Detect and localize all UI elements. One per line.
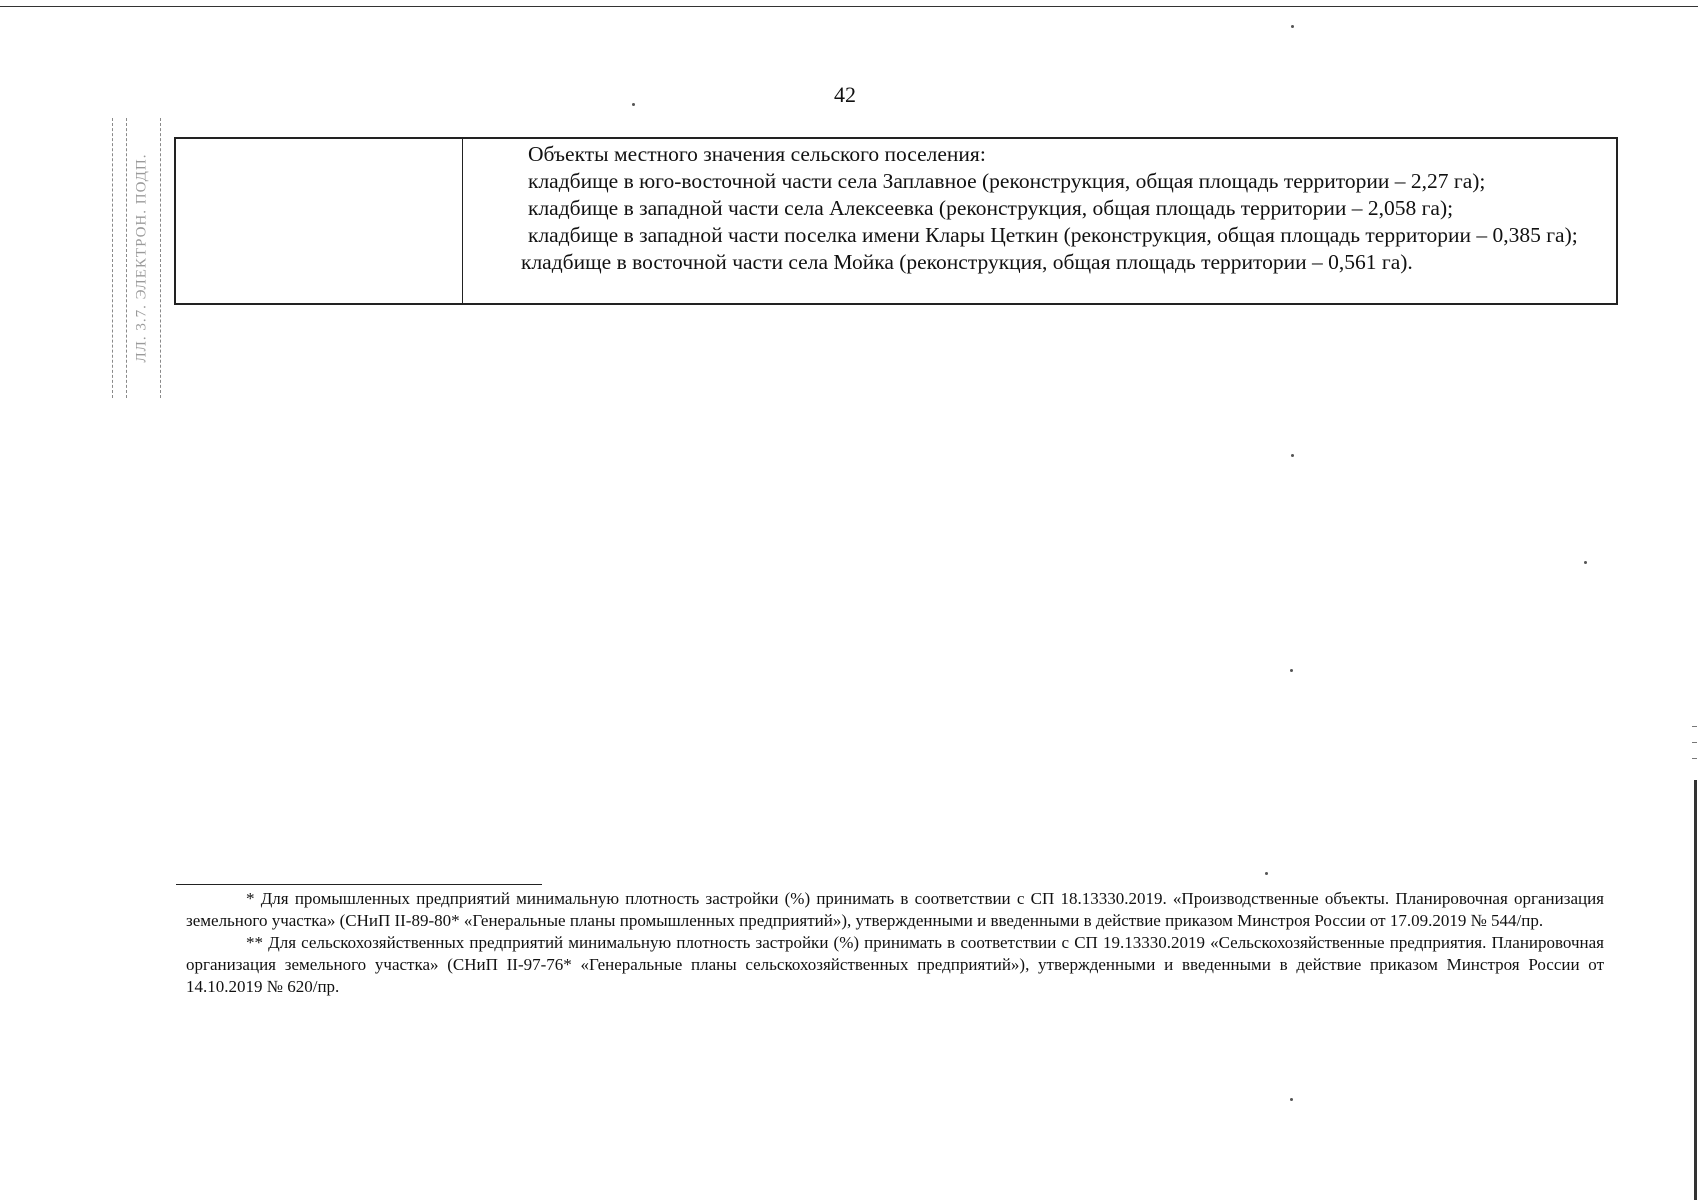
stamp-line [126,118,127,398]
right-edge-line [1694,780,1697,1200]
stamp-text: ЛЛ. 3.7. ЭЛЕКТРОН. ПОДП. [133,153,150,363]
scan-speck [1291,454,1294,457]
scan-speck [1291,25,1294,28]
footnote-2: ** Для сельскохозяйственных предприятий минимальную плотность застройки (%) принимать в соответствии с СП 19.13330.2019 «Сельскохозяйственные предприятия. Планировочная организация земельного участка» (СНиП II-97-76* «Генеральные планы сельскохозяйственных предприятий»), утвержденными и введенными в действие приказом Минстроя России от 14.10.2019 № 620/пр. [186,933,1604,996]
table-paragraph: кладбище в западной части села Алексеевка (реконструкция, общая площадь территории – 2,058 га); [528,196,1454,220]
edge-mark [1692,726,1697,727]
scan-speck [632,103,635,106]
footnote-separator [176,884,542,885]
table-paragraph-heading: Объекты местного значения сельского поселения: [528,142,986,166]
scan-speck [1290,1098,1293,1101]
table-paragraph: кладбище в западной части поселка имени Клары Цеткин (реконструкция, общая площадь территории – 0,385 га); [528,223,1578,247]
objects-table [174,137,1618,305]
stamp-line [160,118,161,398]
footnote-1: * Для промышленных предприятий минимальную плотность застройки (%) принимать в соответствии с СП 18.13330.2019. «Производственные объекты. Планировочная организация земельного участка» (СНиП II-89-80* «Генеральные планы промышленных предприятий»), утвержденными и введенными в действие приказом Минстроя России от 17.09.2019 № 544/пр. [186,889,1604,930]
table-cell-content [463,139,1616,303]
table-paragraph: кладбище в восточной части села Мойка (реконструкция, общая площадь территории – 0,561 га). [521,250,1413,274]
table-cell-empty [176,139,463,303]
stamp-line [112,118,113,398]
scan-speck [1290,669,1293,672]
top-border-line [0,6,1698,7]
edge-mark [1692,758,1697,759]
scan-speck [1584,561,1587,564]
scan-speck [1265,872,1268,875]
side-stamp [106,118,166,408]
page-number: 42 [834,82,856,107]
edge-mark [1692,742,1697,743]
footnotes [186,888,1604,998]
table-paragraph: кладбище в юго-восточной части села Заплавное (реконструкция, общая площадь территории – 2,27 га); [528,169,1486,193]
